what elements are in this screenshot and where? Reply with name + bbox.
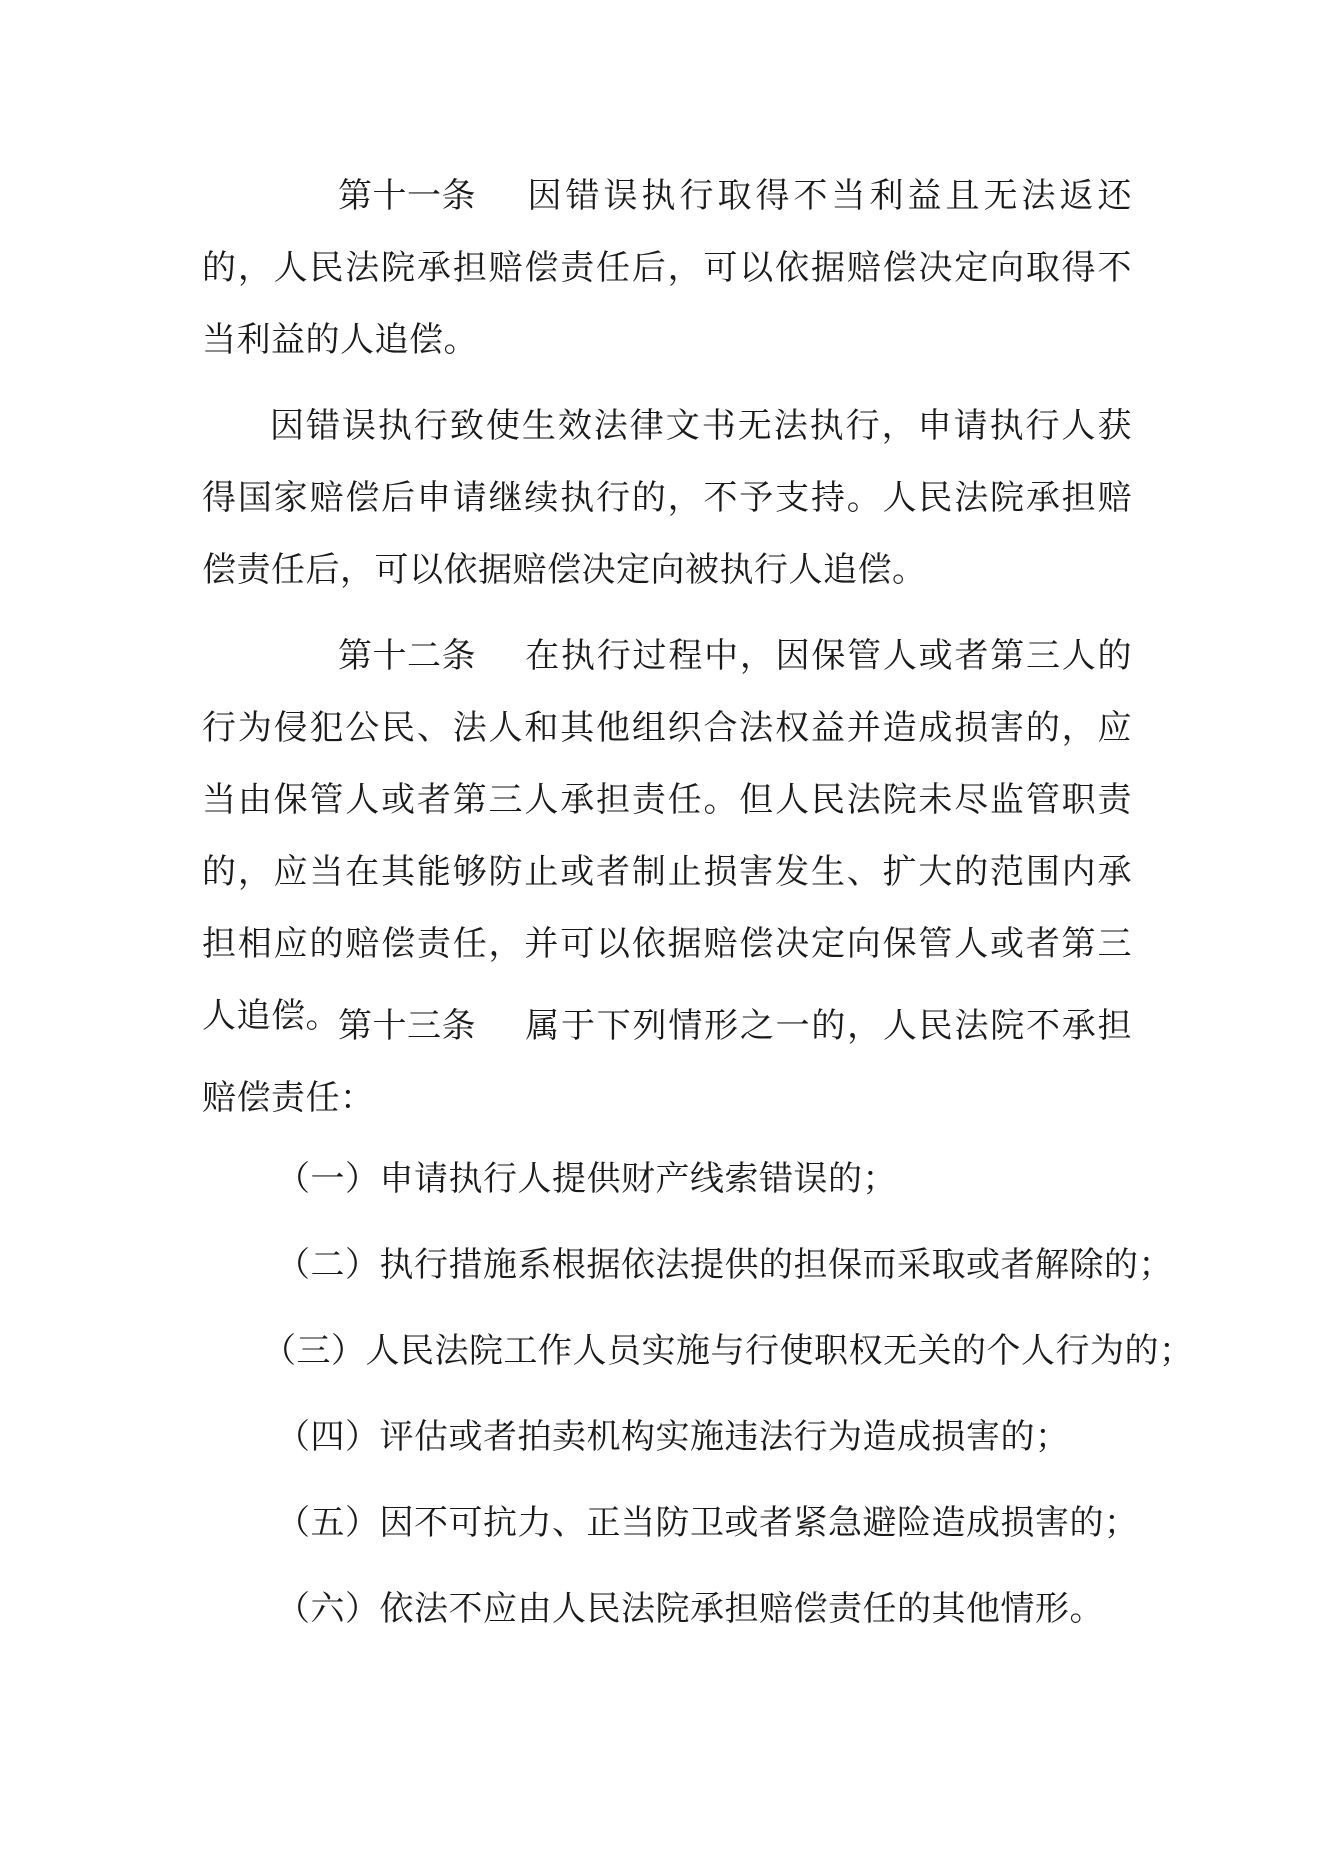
article-12-text: 在执行过程中，因保管人或者第三人的行为侵犯公民、法人和其他组织合法权益并造成损害的，应当由保管人或者第三人承担责任。但人民法院未尽监管职责的，应当在其能够防止或者制止损害发生、扩大的范围内承担相应的赔偿责任，并可以依据赔偿决定向保管人或者第三人追偿。 xyxy=(202,636,1132,1036)
article-13-text: 属于下列情形之一的，人民法院不承担赔偿责任： xyxy=(202,1006,1132,1118)
article-11-text: 因错误执行取得不当利益且无法返还的，人民法院承担赔偿责任后，可以依据赔偿决定向取得不当利益的人追偿。 xyxy=(202,176,1132,360)
article-12-label: 第十二条 xyxy=(338,636,476,676)
article-11-paragraph-2: 因错误执行致使生效法律文书无法执行，申请执行人获得国家赔偿后申请继续执行的，不予支持。人民法院承担赔偿责任后，可以依据赔偿决定向被执行人追偿。 xyxy=(202,406,1132,590)
list-item: （四）评估或者拍卖机构实施违法行为造成损害的； xyxy=(276,1417,1070,1457)
list-item: （三）人民法院工作人员实施与行使职权无关的个人行为的； xyxy=(262,1331,1194,1371)
list-item: （二）执行措施系根据依法提供的担保而采取或者解除的； xyxy=(276,1245,1173,1285)
list-item: （五）因不可抗力、正当防卫或者紧急避险造成损害的； xyxy=(276,1503,1139,1543)
article-13-paragraph xyxy=(202,990,1132,1134)
list-item: （一）申请执行人提供财产线索错误的； xyxy=(276,1159,897,1199)
article-11-paragraph xyxy=(202,160,1132,376)
article-11-label: 第十一条 xyxy=(338,176,476,216)
article-12-paragraph xyxy=(202,620,1132,1052)
list-item: （六）依法不应由人民法院承担赔偿责任的其他情形。 xyxy=(276,1589,1104,1629)
article-13-label: 第十三条 xyxy=(338,1006,476,1046)
